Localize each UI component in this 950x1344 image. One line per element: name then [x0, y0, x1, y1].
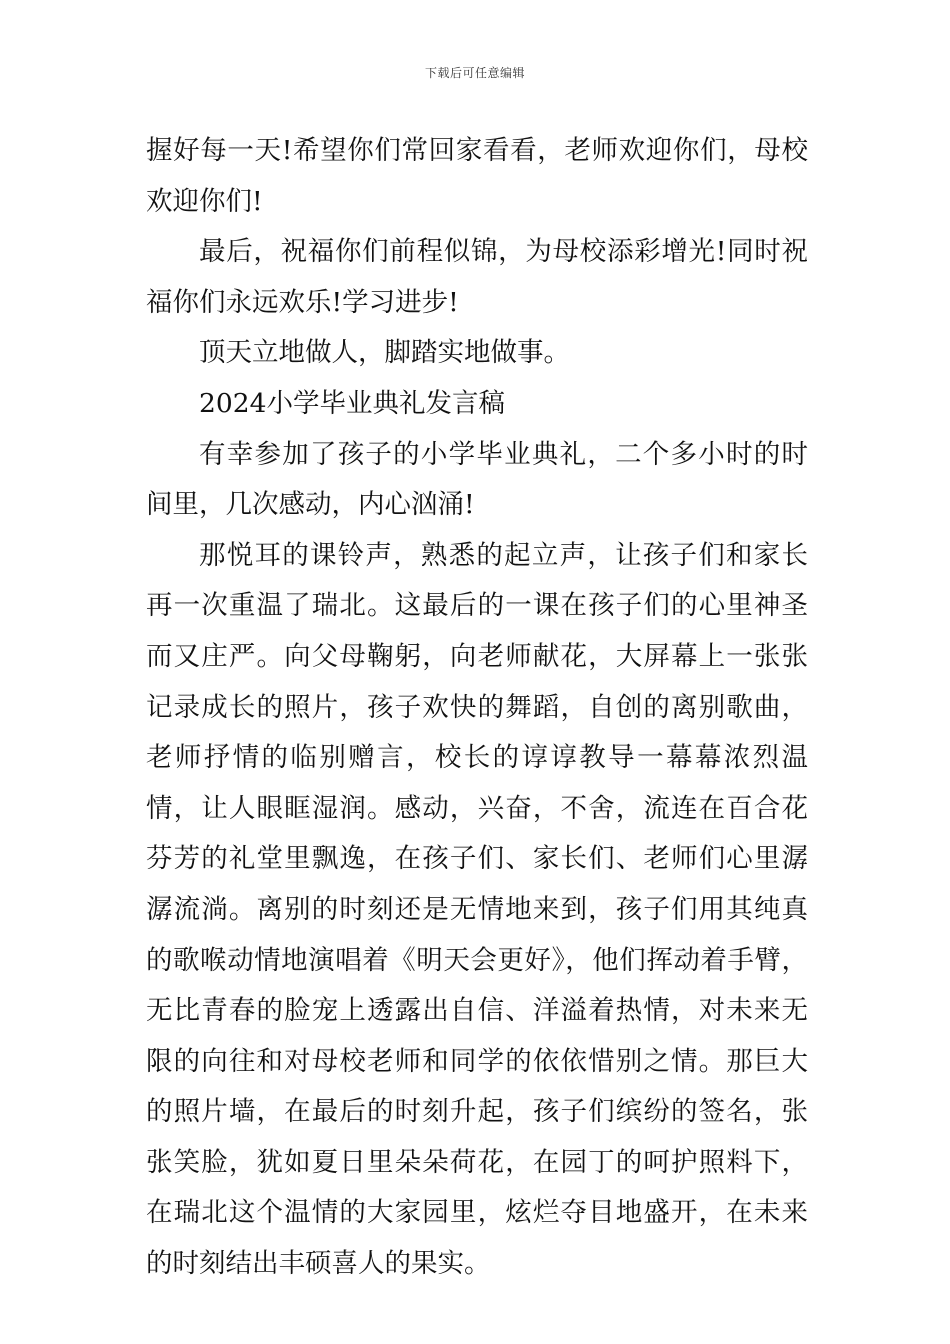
page-header: 下载后可任意编辑	[424, 66, 525, 80]
document-body	[146, 126, 808, 1290]
paragraph-closing-wishes-continued: 握好每一天!希望你们常回家看看，老师欢迎你们，母校欢迎你们!	[146, 135, 808, 217]
paragraph-final-blessing: 最后，祝福你们前程似锦，为母校添彩增光!同时祝福你们永远欢乐!学习进步!	[146, 236, 808, 318]
section-title: 2024小学毕业典礼发言稿	[199, 387, 505, 419]
paragraph-intro: 有幸参加了孩子的小学毕业典礼，二个多小时的时间里，几次感动，内心汹涌!	[146, 438, 808, 521]
paragraph-ceremony-description: 那悦耳的课铃声，熟悉的起立声，让孩子们和家长再一次重温了瑞北。这最后的一课在孩子们的心里神圣而又庄严。向父母鞠躬，向老师献花，大屏幕上一张张记录成长的照片，孩子欢快的舞蹈，自创的离别歌曲，老师抒情的临别赠言，校长的谆谆教导一幕幕浓烈温情，让人眼眶湿润。感动，兴奋，不舍，流连在百合花芬芳的礼堂里飘逸，在孩子们、家长们、老师们心里潺潺流淌。离别的时刻还是无情地来到，孩子们用其纯真的歌喉动情地演唱着《明天会更好》，他们挥动着手臂，无比青春的脸宠上透露出自信、洋溢着热情，对未来无限的向往和对母校老师和同学的依依惜别之情。那巨大的照片墙，在最后的时刻升起，孩子们缤纷的签名，张张笑脸，犹如夏日里朵朵荷花，在园丁的呵护照料下，在瑞北这个温情的大家园里，炫烂夺目地盛开，在未来的时刻结出丰硕喜人的果实。	[146, 539, 808, 1280]
paragraph-motto: 顶天立地做人，脚踏实地做事。	[199, 337, 570, 369]
